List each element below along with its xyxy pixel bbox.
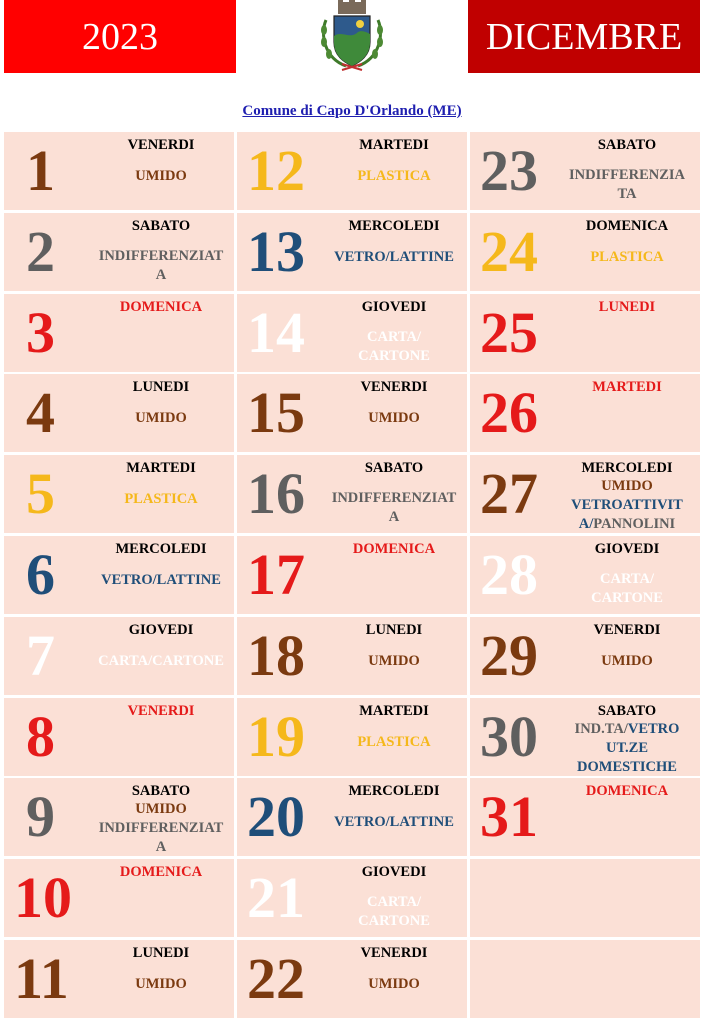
day-number: 16 [247, 461, 305, 527]
month-banner [468, 0, 700, 73]
day-number: 6 [26, 542, 55, 607]
waste-type-label: VETRO [627, 720, 680, 737]
day-cell [470, 132, 700, 210]
day-info [88, 213, 234, 291]
weekday-label: VENERDI [360, 945, 428, 961]
day-cell [4, 374, 234, 452]
day-info [321, 536, 467, 614]
empty-cell [470, 859, 700, 937]
waste-type-label: CARTA/ [367, 328, 421, 345]
waste-type-label: IND.TA/ [574, 720, 628, 737]
waste-type-label: INDIFFERENZIAT [331, 490, 457, 507]
day-info [88, 940, 234, 1018]
waste-type-label: A [155, 266, 167, 283]
waste-line [321, 912, 467, 931]
waste-type-label: PLASTICA [124, 491, 198, 508]
waste-line [554, 570, 700, 589]
day-info [554, 374, 700, 452]
waste-line [88, 652, 234, 671]
day-number: 10 [14, 865, 72, 931]
waste-type-label: A [388, 509, 400, 526]
day-number: 14 [247, 299, 305, 365]
waste-line [88, 819, 234, 838]
day-number: 30 [480, 703, 538, 769]
waste-line [321, 409, 467, 428]
day-info [321, 778, 467, 856]
waste-line [321, 248, 467, 267]
waste-line [321, 508, 467, 527]
day-number: 5 [26, 461, 55, 527]
day-cell [470, 698, 700, 776]
waste-line [321, 652, 467, 671]
waste-type-label: CARTONE [591, 590, 663, 606]
weekday-label: GIOVEDI [594, 541, 660, 557]
day-number: 12 [247, 138, 305, 203]
day-info [88, 294, 234, 372]
day-number: 26 [480, 380, 538, 446]
coat-of-arms-icon [316, 0, 388, 74]
day-number: 1 [26, 138, 55, 203]
day-cell [4, 132, 234, 210]
day-number: 15 [247, 380, 305, 446]
waste-type-label: CARTONE [358, 913, 430, 930]
day-number: 8 [26, 703, 55, 769]
weekday-label: LUNEDI [132, 945, 190, 961]
waste-line [321, 489, 467, 508]
weekday-label: GIOVEDI [361, 298, 427, 315]
day-info [88, 132, 234, 210]
year-label: 2023 [82, 15, 158, 58]
weekday-label: SABATO [131, 217, 191, 234]
day-info [321, 294, 467, 372]
waste-line [88, 167, 234, 186]
waste-type-label: UMIDO [135, 976, 187, 992]
weekday-label: GIOVEDI [128, 621, 194, 638]
waste-type-label: TA [617, 186, 637, 202]
day-number: 29 [480, 622, 538, 688]
year-banner [4, 0, 236, 73]
waste-type-label: UMIDO [601, 652, 653, 669]
day-cell [4, 294, 234, 372]
day-info [554, 778, 700, 856]
day-info [321, 132, 467, 210]
weekday-label: LUNEDI [132, 379, 190, 396]
waste-line [321, 813, 467, 832]
day-info [88, 536, 234, 614]
waste-type-label: UMIDO [368, 976, 420, 992]
day-cell [470, 213, 700, 291]
waste-line [554, 589, 700, 608]
waste-type-label: UMIDO [135, 801, 187, 818]
day-cell [237, 698, 467, 776]
waste-type-label: CARTA/CARTONE [98, 652, 224, 669]
day-cell [4, 940, 234, 1018]
day-cell [470, 536, 700, 614]
waste-line [554, 652, 700, 671]
waste-line [88, 247, 234, 266]
waste-line [554, 739, 700, 758]
weekday-label: SABATO [597, 137, 657, 153]
weekday-label: DOMENICA [119, 298, 203, 315]
waste-type-label: INDIFFERENZIA [568, 167, 685, 183]
day-number: 3 [26, 299, 55, 365]
day-info [554, 294, 700, 372]
day-info [554, 698, 700, 776]
weekday-label: LUNEDI [365, 621, 423, 638]
waste-line [88, 266, 234, 285]
weekday-label: MERCOLEDI [348, 217, 440, 234]
weekday-label: MERCOLEDI [581, 460, 673, 477]
waste-type-label: INDIFFERENZIAT [98, 820, 224, 837]
weekday-label: DOMENICA [585, 783, 669, 800]
day-info [321, 455, 467, 533]
weekday-label: MARTEDI [359, 702, 429, 719]
day-number: 24 [480, 218, 538, 284]
waste-type-label: VETROATTIVIT [571, 497, 683, 514]
weekday-label: SABATO [597, 702, 657, 719]
waste-type-label: UT.ZE [605, 739, 649, 756]
day-number: 13 [247, 218, 305, 284]
waste-line [554, 248, 700, 267]
day-info [554, 617, 700, 695]
waste-line [321, 975, 467, 994]
day-info [88, 617, 234, 695]
day-cell [470, 778, 700, 856]
waste-type-label: VETRO/LATTINE [334, 248, 454, 265]
day-cell [470, 374, 700, 452]
day-cell [470, 617, 700, 695]
day-info [321, 213, 467, 291]
waste-type-label: PLASTICA [357, 168, 431, 184]
weekday-label: DOMENICA [352, 541, 436, 557]
day-info [321, 374, 467, 452]
day-cell [237, 536, 467, 614]
day-number: 2 [26, 218, 55, 284]
day-number: 17 [247, 542, 305, 607]
day-info [321, 859, 467, 937]
weekday-label: VENERDI [360, 379, 428, 396]
day-cell [237, 778, 467, 856]
day-cell [237, 294, 467, 372]
waste-type-label: UMIDO [368, 410, 420, 427]
waste-type-label: DOMESTICHE [577, 758, 677, 775]
day-cell [4, 617, 234, 695]
waste-type-label: INDIFFERENZIAT [98, 247, 224, 264]
waste-line [321, 893, 467, 912]
day-number: 4 [26, 380, 55, 446]
waste-type-label: UMIDO [601, 478, 653, 495]
waste-type-label: PLASTICA [590, 248, 664, 265]
day-info [554, 132, 700, 210]
day-info [321, 617, 467, 695]
weekday-label: MARTEDI [592, 379, 662, 396]
waste-line [554, 185, 700, 204]
day-number: 23 [480, 138, 538, 203]
waste-line [88, 800, 234, 819]
weekday-label: GIOVEDI [361, 864, 427, 881]
waste-line [88, 409, 234, 428]
day-cell [4, 536, 234, 614]
weekday-label: SABATO [131, 783, 191, 800]
waste-type-label: UMIDO [368, 652, 420, 669]
day-info [321, 940, 467, 1018]
waste-line [321, 328, 467, 347]
waste-type-label: PANNOLINI [593, 516, 676, 533]
waste-line [321, 167, 467, 186]
weekday-label: VENERDI [593, 621, 661, 638]
day-number: 7 [26, 622, 55, 688]
waste-line [321, 347, 467, 366]
day-cell [237, 859, 467, 937]
day-cell [237, 455, 467, 533]
day-number: 28 [480, 542, 538, 607]
day-number: 18 [247, 622, 305, 688]
day-cell [237, 374, 467, 452]
day-cell [237, 617, 467, 695]
day-info [88, 374, 234, 452]
month-label: DICEMBRE [485, 15, 683, 58]
waste-line [88, 975, 234, 994]
waste-line [554, 720, 700, 739]
day-cell [4, 778, 234, 856]
day-info [88, 698, 234, 776]
weekday-label: MARTEDI [359, 137, 429, 153]
day-number: 31 [480, 784, 538, 850]
day-number: 9 [26, 784, 55, 850]
calendar-grid [4, 132, 700, 1020]
waste-type-label: UMIDO [135, 168, 187, 184]
day-cell [4, 213, 234, 291]
waste-type-label: CARTONE [358, 347, 430, 364]
waste-type-label: VETRO/LATTINE [334, 814, 454, 831]
waste-type-label: UMIDO [135, 410, 187, 427]
day-info [88, 778, 234, 856]
day-cell [470, 455, 700, 533]
waste-line [554, 758, 700, 777]
day-cell [237, 132, 467, 210]
empty-cell [470, 940, 700, 1018]
day-cell [470, 294, 700, 372]
weekday-label: MERCOLEDI [348, 783, 440, 800]
day-info [88, 455, 234, 533]
day-number: 21 [247, 865, 305, 931]
day-info [554, 213, 700, 291]
weekday-label: SABATO [364, 460, 424, 477]
waste-line [554, 166, 700, 185]
waste-type-label: A/ [578, 516, 594, 533]
day-cell [4, 698, 234, 776]
day-cell [237, 213, 467, 291]
weekday-label: DOMENICA [585, 217, 669, 234]
waste-line [88, 490, 234, 509]
waste-type-label: PLASTICA [357, 733, 431, 750]
day-cell [4, 455, 234, 533]
weekday-label: MARTEDI [126, 460, 196, 477]
day-info [554, 455, 700, 533]
waste-type-label: VETRO/LATTINE [101, 572, 221, 588]
day-cell [4, 859, 234, 937]
waste-type-label: CARTA/ [367, 894, 421, 911]
weekday-label: VENERDI [127, 702, 195, 719]
municipality-link[interactable]: Comune di Capo D'Orlando (ME) [242, 103, 462, 119]
weekday-label: LUNEDI [598, 298, 656, 315]
day-number: 19 [247, 703, 305, 769]
day-number: 27 [480, 461, 538, 527]
weekday-label: MERCOLEDI [115, 541, 207, 557]
waste-line [554, 515, 700, 534]
weekday-label: VENERDI [127, 137, 195, 153]
weekday-label: DOMENICA [119, 864, 203, 881]
day-number: 25 [480, 299, 538, 365]
waste-type-label: CARTA/ [600, 571, 654, 587]
day-info [321, 698, 467, 776]
waste-type-label: A [155, 839, 167, 856]
day-number: 22 [247, 946, 305, 1011]
waste-line [554, 496, 700, 515]
day-number: 20 [247, 784, 305, 850]
waste-line [88, 838, 234, 857]
day-cell [237, 940, 467, 1018]
day-number: 11 [14, 946, 69, 1011]
day-info [554, 536, 700, 614]
day-info [88, 859, 234, 937]
waste-line [321, 733, 467, 752]
waste-line [88, 571, 234, 590]
waste-line [554, 477, 700, 496]
